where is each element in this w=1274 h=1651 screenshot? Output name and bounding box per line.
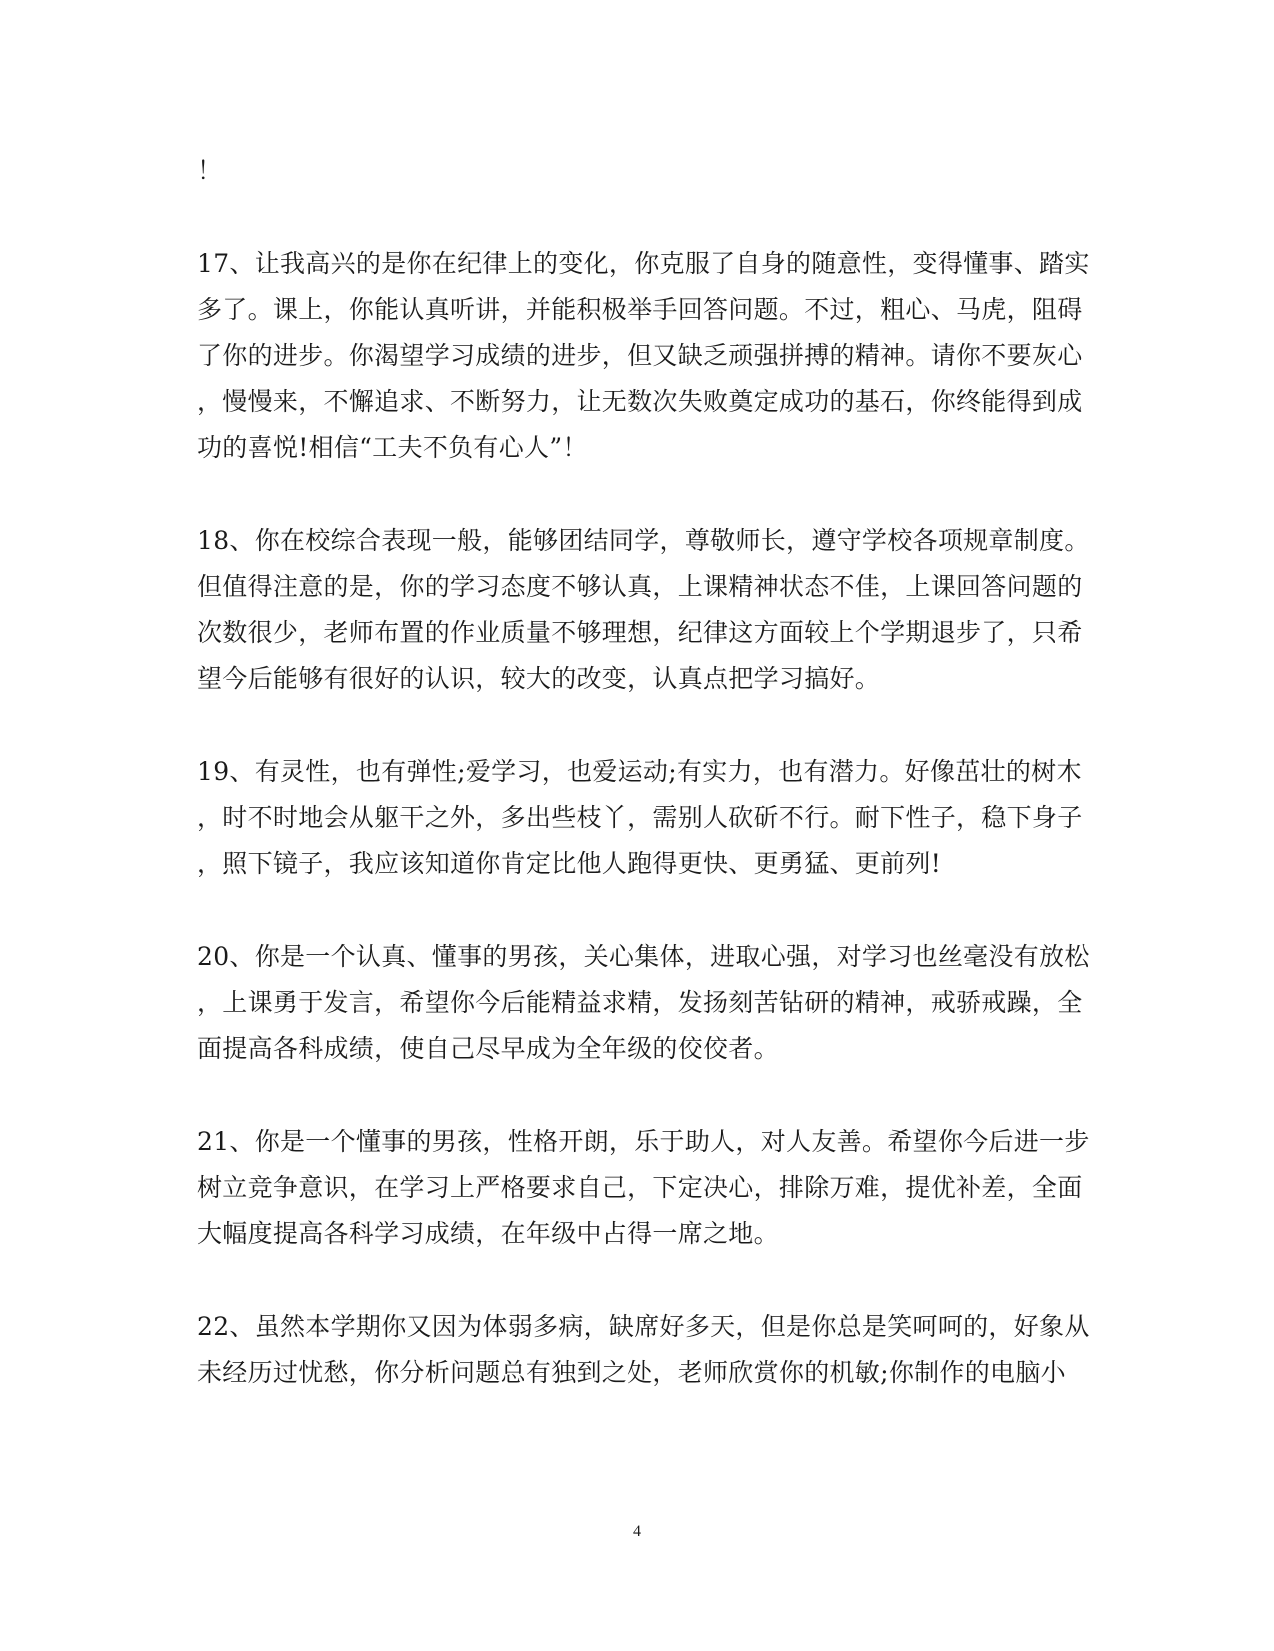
- text-line: 望今后能够有很好的认识，较大的改变，认真点把学习搞好。: [197, 664, 881, 693]
- text-line: 19、有灵性，也有弹性;爱学习，也爱运动;有实力，也有潜力。好像茁壮的树木: [197, 757, 1082, 786]
- text-line: ，照下镜子，我应该知道你肯定比他人跑得更快、更勇猛、更前列!: [197, 849, 942, 878]
- text-line: 22、虽然本学期你又因为体弱多病，缺席好多天，但是你总是笑呵呵的，好象从: [197, 1312, 1090, 1341]
- text-line: 功的喜悦!相信“工夫不负有心人”！: [197, 433, 588, 462]
- text-line: 21、你是一个懂事的男孩，性格开朗，乐于助人，对人友善。希望你今后进一步: [197, 1127, 1090, 1156]
- text-line: ！: [197, 156, 223, 185]
- text-line: 但值得注意的是，你的学习态度不够认真，上课精神状态不佳，上课回答问题的: [197, 572, 1083, 601]
- text-line: 20、你是一个认真、懂事的男孩，关心集体，进取心强，对学习也丝毫没有放松: [197, 942, 1090, 971]
- text-line: 了你的进步。你渴望学习成绩的进步，但又缺乏顽强拼搏的精神。请你不要灰心: [197, 341, 1083, 370]
- text-line: 面提高各科成绩，使自己尽早成为全年级的佼佼者。: [197, 1034, 779, 1063]
- text-line: 18、你在校综合表现一般，能够团结同学，尊敬师长，遵守学校各项规章制度。: [197, 526, 1090, 555]
- text-line: 未经历过忧愁，你分析问题总有独到之处，老师欣赏你的机敏;你制作的电脑小: [197, 1358, 1066, 1387]
- text-line: 大幅度提高各科学习成绩，在年级中占得一席之地。: [197, 1219, 779, 1248]
- text-line: 树立竞争意识，在学习上严格要求自己，下定决心，排除万难，提优补差，全面: [197, 1173, 1083, 1202]
- text-line: 多了。课上，你能认真听讲，并能积极举手回答问题。不过，粗心、马虎，阻碍: [197, 295, 1083, 324]
- text-line: 次数很少，老师布置的作业质量不够理想，纪律这方面较上个学期退步了，只希: [197, 618, 1083, 647]
- text-line: ，时不时地会从躯干之外，多出些枝丫，需别人砍斫不行。耐下性子，稳下身子: [197, 803, 1083, 832]
- text-line: ，上课勇于发言，希望你今后能精益求精，发扬刻苦钻研的精神，戒骄戒躁，全: [197, 988, 1083, 1017]
- text-line: 17、让我高兴的是你在纪律上的变化，你克服了自身的随意性，变得懂事、踏实: [197, 249, 1090, 278]
- page-number: 4: [633, 1523, 641, 1540]
- text-line: ，慢慢来，不懈追求、不断努力，让无数次失败奠定成功的基石，你终能得到成: [197, 387, 1083, 416]
